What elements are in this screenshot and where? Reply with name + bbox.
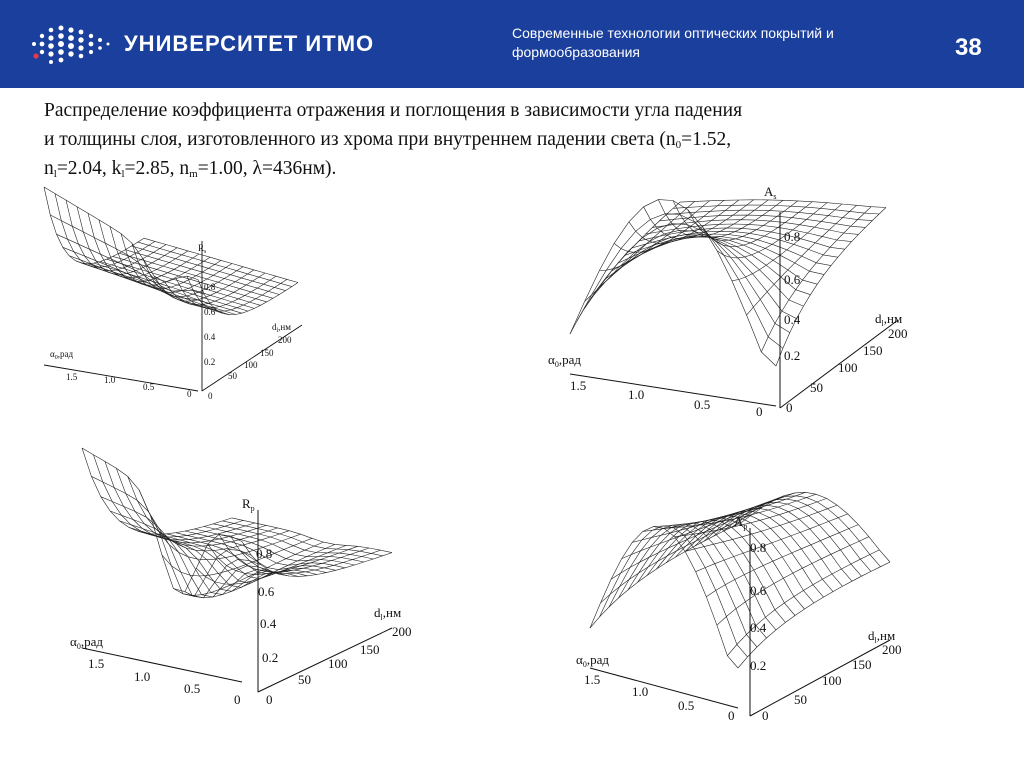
plot-ap-z-tick: 0.2 (750, 658, 767, 673)
plot-ap-d-zero: 0 (762, 708, 769, 723)
plot-ap-d-tick: 50 (794, 692, 807, 707)
plot-rp-d-zero: 0 (266, 692, 273, 707)
plot-ap-angle-axis (590, 668, 738, 708)
plot-as-angle-tick: 0.5 (694, 397, 711, 412)
course-title (512, 24, 922, 62)
plot-rs-z-tick: 0.8 (204, 282, 216, 292)
plot-rs-angle-tick: 1.5 (66, 372, 78, 382)
plot-rs-z-tick: 0.6 (204, 307, 216, 317)
plot-as-svg (530, 182, 930, 427)
plot-ap-d-label: $d_l,нм$ (868, 628, 896, 645)
itmo-logo-icon (30, 22, 112, 66)
plot-ap-angle-tick: 0 (728, 708, 735, 723)
caption-part: =2.85, n (124, 158, 190, 179)
plot-rp-d-tick: 50 (298, 672, 311, 687)
plot-rp (62, 420, 432, 710)
plot-rs-d-label: $d_l,нм$ (272, 322, 291, 334)
plot-as-z-tick: 0.2 (784, 348, 801, 363)
plot-as-angle-tick: 1.5 (570, 378, 587, 393)
plot-rs-z-label: $R_s$ (198, 243, 207, 255)
plot-rp-z-label: $R_p$ (242, 496, 255, 513)
plot-as-d-label: $d_l,нм$ (875, 311, 903, 328)
plot-ap-d-tick: 100 (822, 673, 842, 688)
university-brand: УНИВЕРСИТЕТ ИТМО (124, 31, 375, 56)
plot-ap-angle-tick: 1.0 (632, 684, 649, 699)
plot-ap-z-tick: 0.6 (750, 583, 767, 598)
plot-ap-angle-tick: 1.5 (584, 672, 601, 687)
plot-rs-angle-tick: 0.5 (143, 382, 155, 392)
plot-rs-d-tick: 100 (244, 360, 258, 370)
plot-rs-z-tick: 0.4 (204, 332, 216, 342)
plot-rp-angle-label: $\alpha_0,рад$ (70, 634, 103, 651)
course-title-line1: Современные технологии оптических покрытий и (512, 25, 834, 41)
plot-rp-d-tick: 150 (360, 642, 380, 657)
plot-rp-d-label: $d_l,нм$ (374, 605, 402, 622)
plot-as-angle-axis (570, 374, 776, 406)
plot-rs-z-tick: 0.2 (204, 357, 216, 367)
slide-caption (44, 96, 980, 183)
caption-part: =2.04, k (56, 158, 122, 179)
plot-as-z-label: $A_s$ (764, 184, 777, 201)
page-number: 38 (955, 34, 982, 61)
plot-rp-z-tick: 0.8 (256, 546, 273, 561)
caption-sub: l (53, 168, 57, 180)
plot-as-d-tick: 100 (838, 360, 858, 375)
plot-rp-d-tick: 100 (328, 656, 348, 671)
plot-rs-d-tick: 150 (260, 348, 274, 358)
plot-rs-d-zero: 0 (208, 391, 213, 401)
plot-as (530, 182, 930, 427)
plot-as-z-tick: 0.6 (784, 272, 801, 287)
plot-rp-z-tick: 0.6 (258, 584, 275, 599)
caption-line2: и толщины слоя, изготовленного из хрома при внутреннем падении света (n (44, 129, 676, 150)
plot-ap-z-label: $A_p$ (734, 514, 748, 531)
header-bar (0, 0, 1024, 88)
plot-ap-d-tick: 150 (852, 657, 872, 672)
caption-part: n (44, 158, 54, 179)
plot-as-d-tick: 150 (863, 343, 883, 358)
plot-rp-surface (82, 448, 392, 598)
plot-rs-svg (40, 185, 310, 405)
plot-ap-d-axis (750, 640, 890, 716)
plot-rp-z-tick: 0.4 (260, 616, 277, 631)
plot-rp-angle-axis (82, 648, 242, 682)
plot-rp-svg (62, 420, 432, 710)
plot-ap-z-tick: 0.4 (750, 620, 767, 635)
caption-line1: Распределение коэффициента отражения и поглощения в зависимости угла падения (44, 100, 743, 121)
caption-sub: 0 (675, 139, 682, 151)
plot-ap (560, 458, 960, 728)
plot-as-d-tick: 50 (810, 380, 823, 395)
plot-as-angle-label: $\alpha_0,рад$ (548, 352, 581, 369)
plot-ap-angle-label: $\alpha_0,рад$ (576, 652, 609, 669)
plot-rp-angle-tick: 0.5 (184, 681, 201, 696)
plot-rs-angle-tick: 1.0 (104, 375, 116, 385)
plot-rs-angle-label: $\alpha_0,рад$ (50, 349, 74, 361)
plot-rs-surface (44, 187, 298, 315)
plot-ap-z-tick: 0.8 (750, 540, 767, 555)
caption-part: =1.00, λ=436нм). (197, 158, 337, 179)
plot-ap-svg (560, 458, 960, 728)
plot-as-z-tick: 0.8 (784, 229, 801, 244)
plot-rp-angle-tick: 0 (234, 692, 241, 707)
plot-rp-d-tick: 200 (392, 624, 412, 639)
course-title-line2: формообразования (512, 44, 640, 60)
plot-as-angle-tick: 0 (756, 404, 763, 419)
plot-as-surface (570, 200, 886, 366)
plot-ap-angle-tick: 0.5 (678, 698, 695, 713)
plot-rp-angle-tick: 1.5 (88, 656, 105, 671)
plot-rp-angle-tick: 1.0 (134, 669, 151, 684)
plot-as-angle-tick: 1.0 (628, 387, 645, 402)
plot-rs (40, 185, 310, 405)
plot-rs-d-tick: 50 (228, 371, 237, 381)
plot-as-z-tick: 0.4 (784, 312, 801, 327)
plot-rs-d-tick: 200 (278, 335, 292, 345)
caption-part: =1.52, (681, 129, 732, 150)
plot-ap-d-tick: 200 (882, 642, 902, 657)
caption-sub: m (189, 168, 198, 180)
plot-as-d-zero: 0 (786, 400, 793, 415)
plot-as-d-tick: 200 (888, 326, 908, 341)
caption-sub: l (121, 168, 125, 180)
plot-rs-angle-tick: 0 (187, 389, 192, 399)
plot-rp-z-tick: 0.2 (262, 650, 279, 665)
